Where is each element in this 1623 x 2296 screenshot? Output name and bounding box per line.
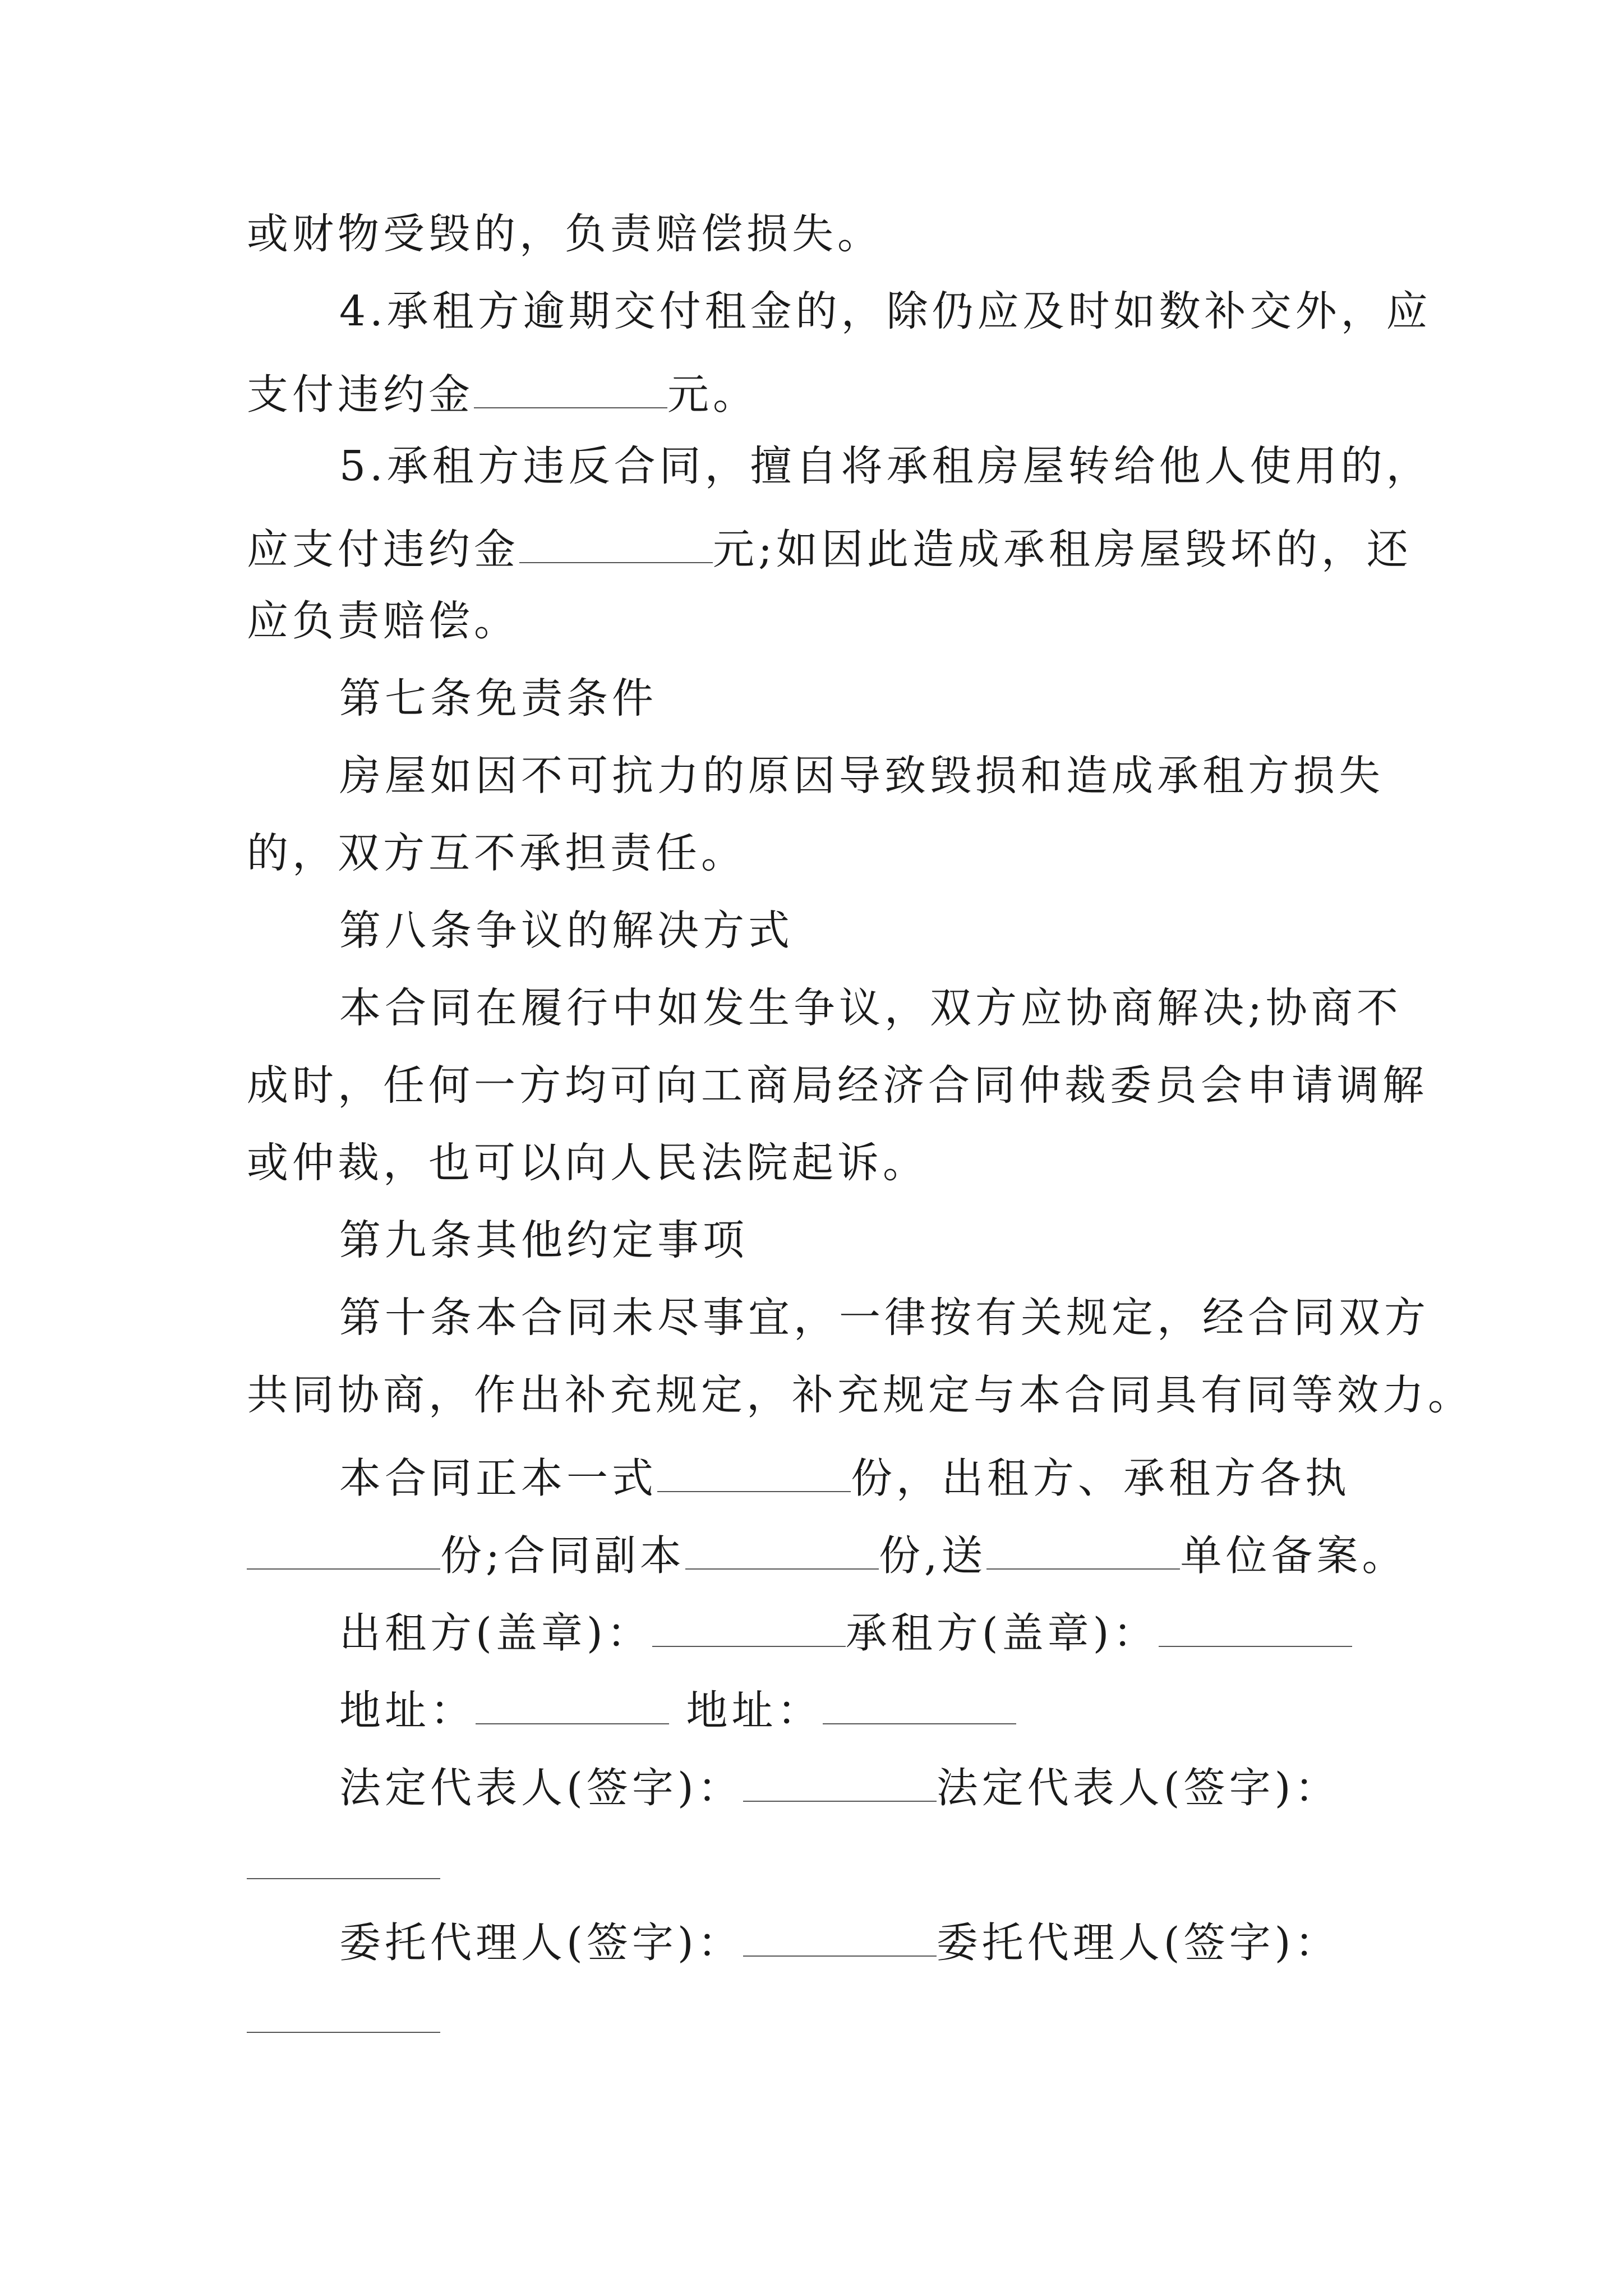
section-heading: 第九条其他约定事项 [339,1216,748,1264]
fill-blank [474,368,667,408]
text-line: 成时，任何一方均可向工商局经济合同仲裁委员会申请调解 [247,1061,1428,1110]
fill-blank [476,1684,669,1724]
fill-blank [743,1761,937,1802]
fill-blank [519,523,713,563]
text-line: 5.承租方违反合同，擅自将承租房屋转给他人使用的， [339,442,1432,490]
text-line: 房屋如因不可抗力的原因导致毁损和造成承租方损失 [339,752,1384,800]
text-line: 份;合同副本 份,送 单位备案。 [247,1529,1407,1576]
text-line: 或仲裁，也可以向人民法院起诉。 [247,1139,928,1187]
fill-blank [1159,1607,1352,1647]
fill-blank [247,2032,440,2033]
section-heading: 第八条争议的解决方式 [339,907,794,955]
fill-blank [657,1452,851,1492]
signature-line-agent: 委托代理人(签字)： 委托代理人(签字)： [339,1916,1340,1963]
text-line: 或财物受毁的，负责赔偿损失。 [247,210,883,258]
signature-line-representative: 法定代表人(签字)： 法定代表人(签字)： [339,1761,1340,1809]
fill-blank [247,1529,440,1570]
text-line: 应负责赔偿。 [247,597,519,645]
text-line: 本合同在履行中如发生争议，双方应协商解决;协商不 [339,984,1402,1032]
section-heading: 第七条免责条件 [339,674,657,723]
fill-blank [685,1529,879,1570]
fill-blank [652,1607,846,1647]
text-line: 的，双方互不承担责任。 [247,829,746,877]
text-line: 共同协商，作出补充规定，补充规定与本合同具有同等效力。 [247,1371,1473,1419]
text-line: 本合同正本一式 份，出租方、承租方各执 [339,1452,1350,1499]
text-line: 应支付违约金 元;如因此造成承租房屋毁坏的，还 [247,523,1412,570]
fill-blank [247,1878,440,1879]
signature-line-address: 地址： 地址： [339,1684,1016,1731]
fill-blank [823,1684,1016,1724]
fill-blank [986,1529,1180,1570]
text-line: 支付违约金 元。 [247,368,758,415]
signature-line-party: 出租方(盖章)： 承租方(盖章)： [339,1607,1352,1654]
fill-blank [743,1916,937,1957]
text-line: 4.承租方逾期交付租金的，除仍应及时如数补交外，应 [339,287,1432,335]
text-line: 第十条本合同未尽事宜，一律按有关规定，经合同双方 [339,1294,1430,1342]
